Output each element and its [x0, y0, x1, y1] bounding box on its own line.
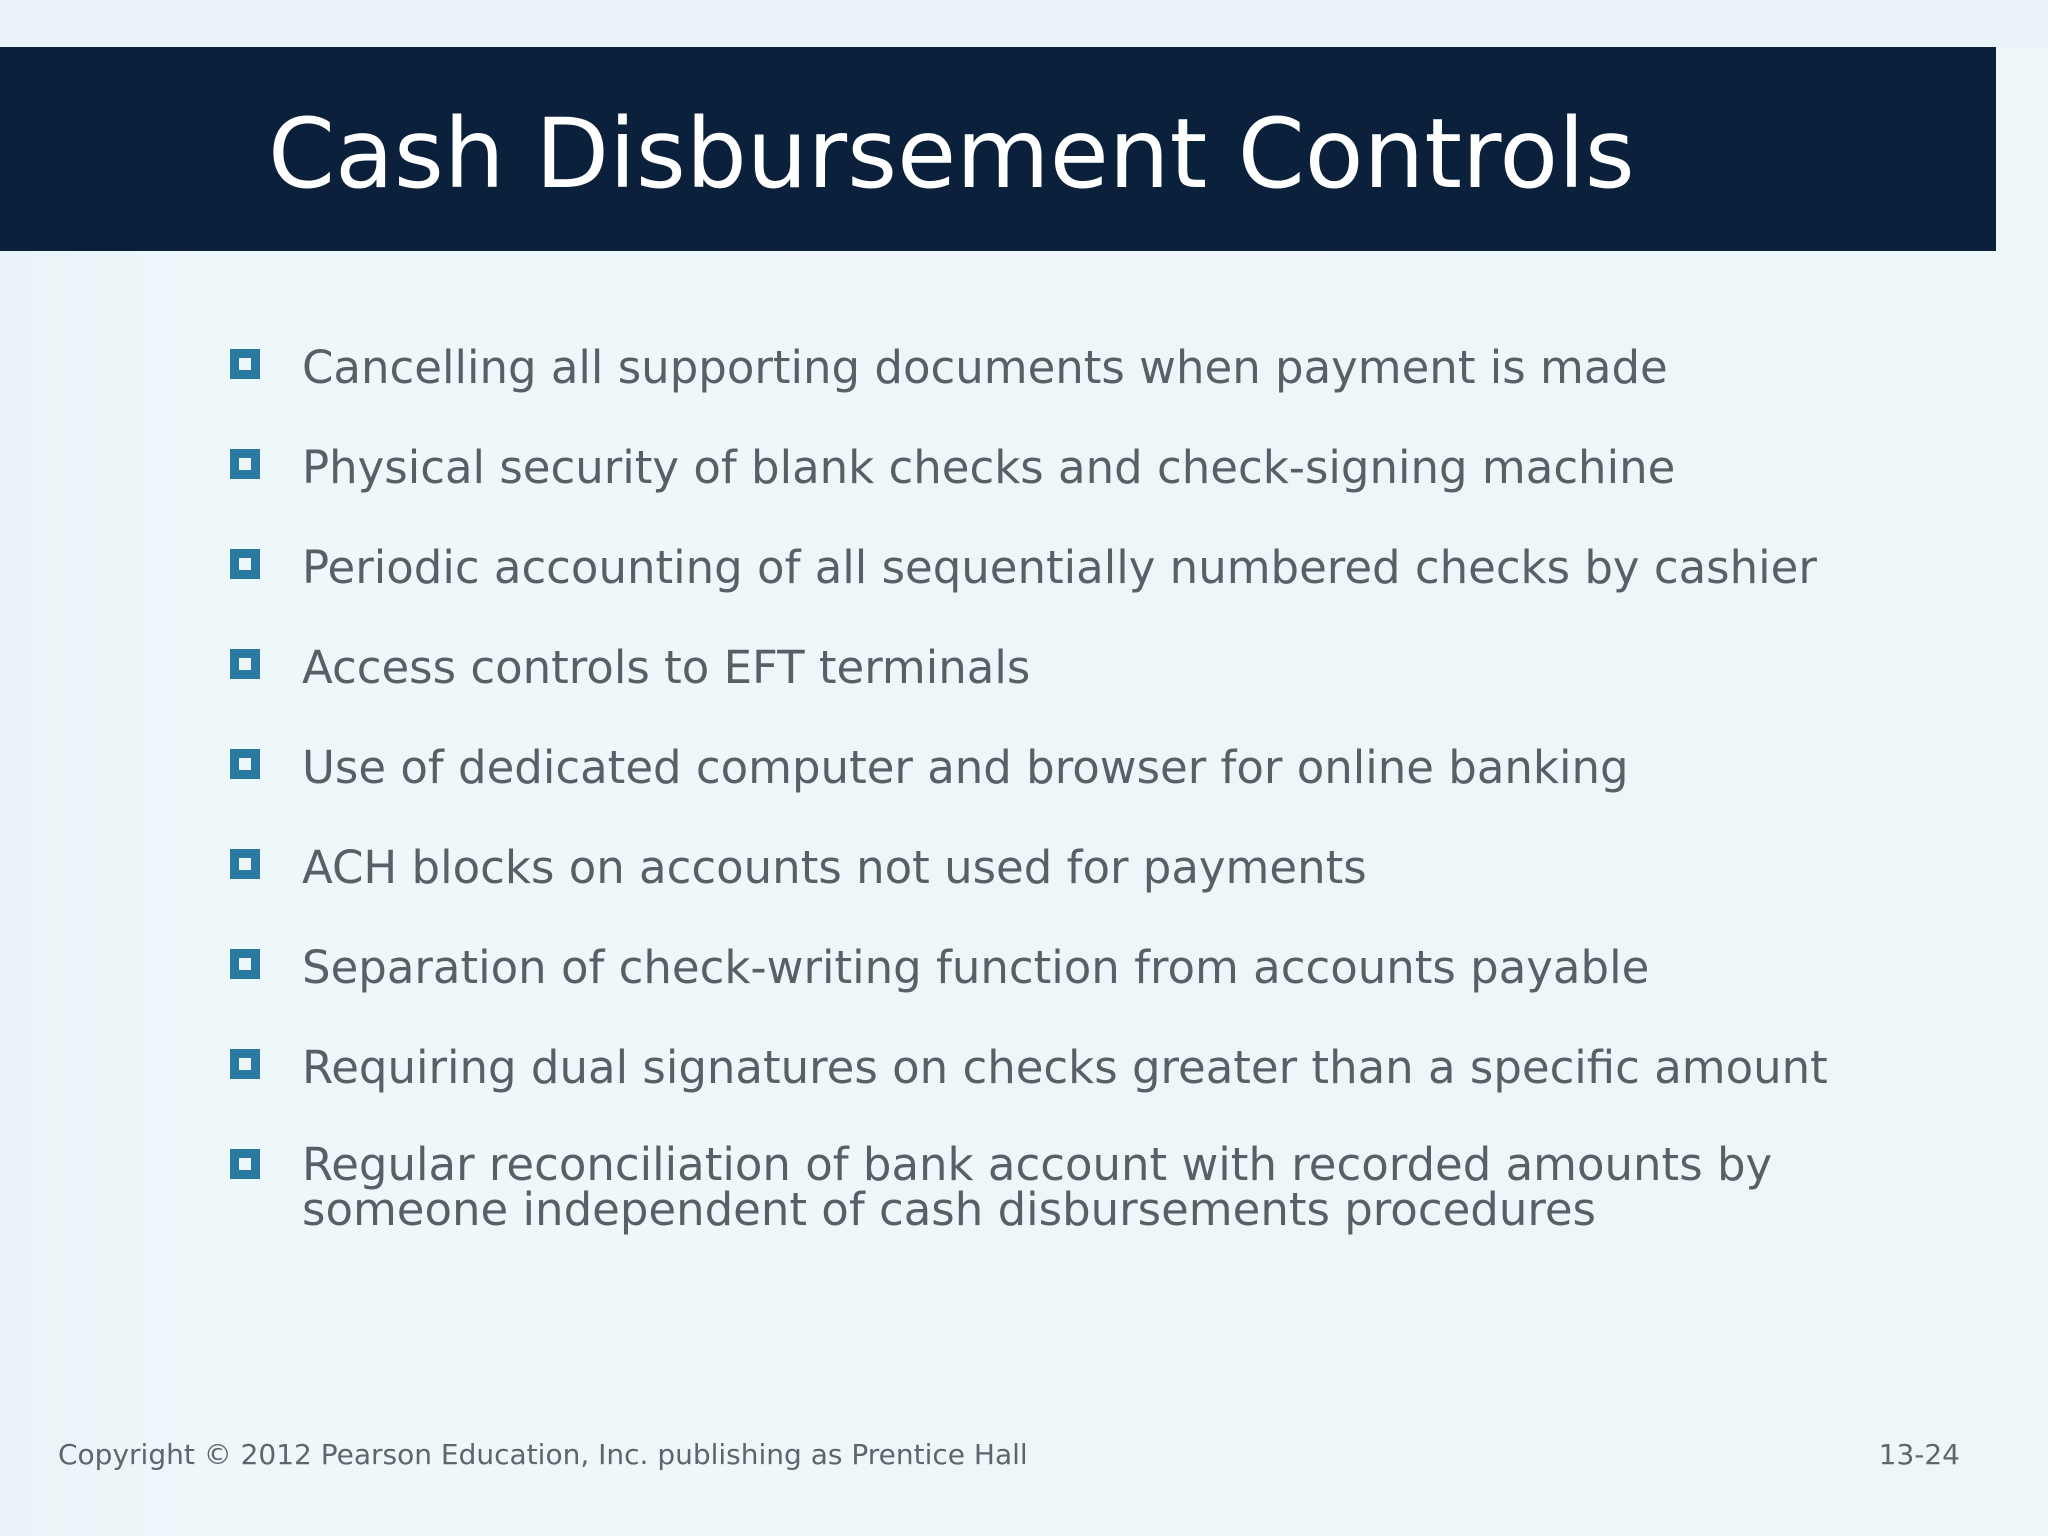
bullet-item-regular-reconciliation: [230, 1138, 1870, 1272]
bullet-item-dual-signatures: [230, 1042, 1870, 1142]
hollow-square-bullet-icon: [230, 1049, 260, 1079]
bullet-item-separation-function: [230, 942, 1870, 1042]
bullet-text: Periodic accounting of all sequentially numbered checks by cashier: [302, 541, 1817, 594]
bullet-item-dedicated-computer: [230, 742, 1870, 842]
bullet-item-physical-security: [230, 442, 1870, 542]
slide-title: Cash Disbursement Controls: [268, 98, 1635, 210]
bullet-list: [230, 342, 1870, 1272]
bullet-text: Access controls to EFT terminals: [302, 641, 1031, 694]
bullet-text: Physical security of blank checks and check-signing machine: [302, 441, 1676, 494]
bullet-text: Separation of check-writing function from accounts payable: [302, 941, 1650, 994]
hollow-square-bullet-icon: [230, 549, 260, 579]
bullet-text: Cancelling all supporting documents when payment is made: [302, 341, 1668, 394]
hollow-square-bullet-icon: [230, 749, 260, 779]
hollow-square-bullet-icon: [230, 649, 260, 679]
hollow-square-bullet-icon: [230, 449, 260, 479]
hollow-square-bullet-icon: [230, 1149, 260, 1179]
hollow-square-bullet-icon: [230, 349, 260, 379]
top-background-strip: [0, 0, 2048, 47]
copyright-notice: Copyright © 2012 Pearson Education, Inc. publishing as Prentice Hall: [58, 1438, 1028, 1471]
hollow-square-bullet-icon: [230, 849, 260, 879]
bullet-text: ACH blocks on accounts not used for payments: [302, 841, 1367, 894]
bullet-item-ach-blocks: [230, 842, 1870, 942]
hollow-square-bullet-icon: [230, 949, 260, 979]
bullet-text: Use of dedicated computer and browser for online banking: [302, 741, 1629, 794]
bullet-item-eft-access-controls: [230, 642, 1870, 742]
bullet-item-cancelling-documents: [230, 342, 1870, 442]
bullet-item-periodic-accounting: [230, 542, 1870, 642]
bullet-text: Requiring dual signatures on checks greater than a specific amount: [302, 1041, 1828, 1094]
slide-page-number: 13-24: [1878, 1438, 1960, 1471]
bullet-text: Regular reconciliation of bank account with recorded amounts by someone independent of cash disbursements procedures: [302, 1138, 1773, 1236]
